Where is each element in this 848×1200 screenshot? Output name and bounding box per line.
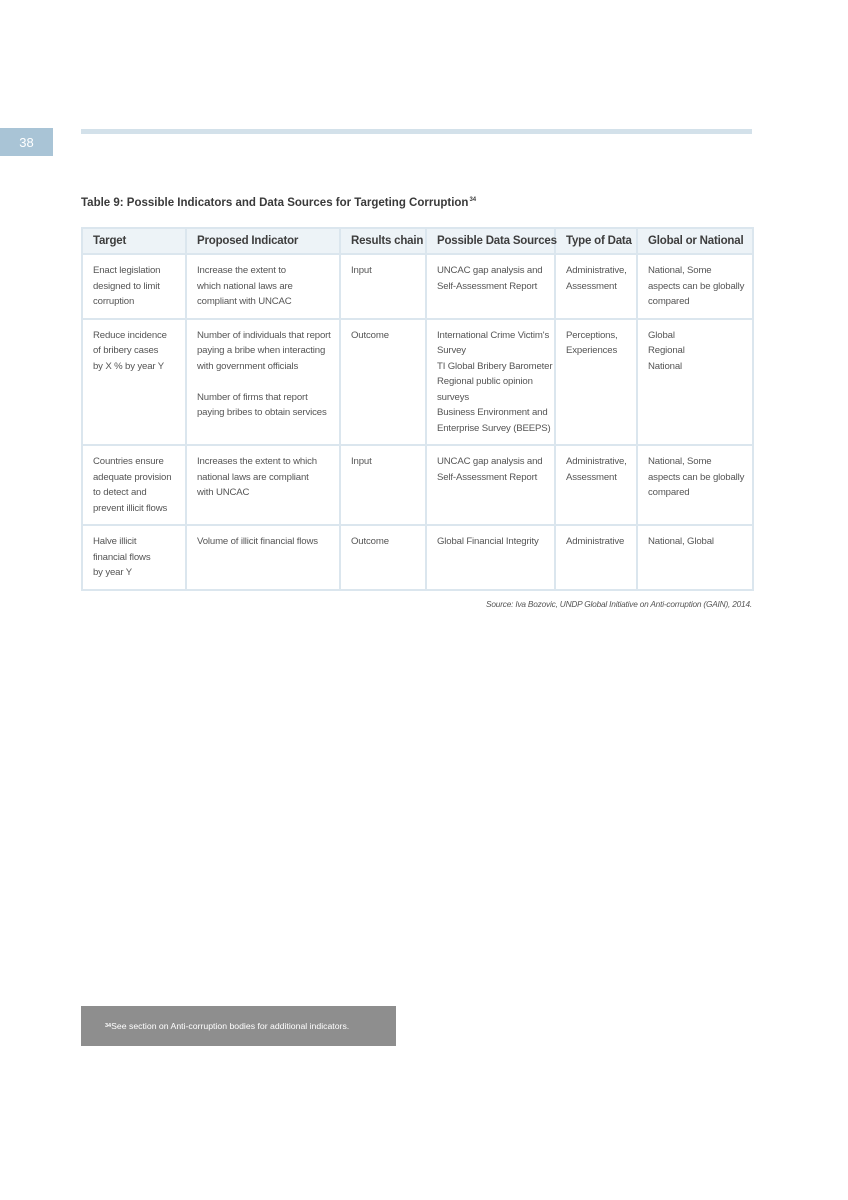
header-results-chain: Results chain [340, 228, 426, 254]
table-body [82, 254, 753, 590]
cell-line: Volume of illicit financial flows [197, 536, 318, 547]
cell-line: Assessment [566, 471, 617, 483]
cell-proposed-indicator [186, 525, 340, 590]
header-type-of-data: Type of Data [555, 228, 637, 254]
cell-possible-data-sources [426, 319, 555, 446]
cell-line: aspects can be globally [648, 471, 745, 483]
cell-line: Assessment [566, 280, 617, 292]
cell-type-of-data [555, 319, 637, 446]
header-target: Target [82, 228, 186, 254]
cell-line: Outcome [351, 329, 389, 341]
header-global-or-national: Global or National [637, 228, 753, 254]
cell-line: National, Some [648, 265, 712, 276]
footnote-text: See section on Anti-corruption bodies for additional indicators. [111, 1021, 350, 1031]
cell-line: Self-Assessment Report [437, 471, 538, 483]
cell-results-chain [340, 254, 426, 319]
cell-line: Enterprise Survey (BEEPS) [437, 422, 551, 434]
cell-line: National, Global [648, 536, 714, 547]
cell-type-of-data [555, 254, 637, 319]
cell-line: Business Environment and [437, 407, 548, 418]
cell-line: Survey [437, 345, 466, 356]
table-title-footnote-ref: 34 [469, 197, 477, 204]
cell-results-chain [340, 319, 426, 446]
cell-target [82, 254, 186, 319]
page-number [0, 128, 53, 156]
cell-target [82, 319, 186, 446]
footnote [81, 1006, 396, 1046]
header-possible-data-sources: Possible Data Sources [426, 228, 555, 254]
table-title-text: Table 9: Possible Indicators and Data Sources for Targeting Corruption [81, 197, 469, 209]
cell-results-chain [340, 525, 426, 590]
cell-proposed-indicator [186, 254, 340, 319]
cell-line: UNCAC gap analysis and [437, 265, 543, 276]
cell-line: National, Some [648, 456, 712, 467]
cell-type-of-data [555, 445, 637, 525]
cell-line: Halve illicit [93, 536, 137, 547]
cell-results-chain [340, 445, 426, 525]
cell-global-or-national [637, 525, 753, 590]
cell-line: national laws are compliant [197, 471, 309, 483]
cell-line: Input [351, 265, 372, 276]
cell-line: Perceptions, [566, 329, 618, 341]
cell-line: National [648, 360, 682, 372]
cell-line: adequate provision [93, 471, 172, 483]
cell-line: to detect and [93, 487, 147, 498]
cell-proposed-indicator [186, 445, 340, 525]
cell-line: Number of individuals that report [197, 329, 331, 341]
cell-line: compared [648, 487, 690, 498]
cell-line: compared [648, 296, 690, 307]
cell-possible-data-sources [426, 254, 555, 319]
cell-line: which national laws are [197, 280, 293, 292]
cell-line: Self-Assessment Report [437, 280, 538, 292]
cell-global-or-national [637, 254, 753, 319]
cell-line: TI Global Bribery Barometer [437, 360, 553, 372]
cell-line: Global Financial Integrity [437, 536, 539, 547]
table-row [82, 254, 753, 319]
cell-line: Administrative [566, 536, 625, 547]
header-rule [81, 129, 752, 134]
cell-target [82, 525, 186, 590]
cell-line: with UNCAC [197, 487, 250, 498]
cell-line: designed to limit [93, 280, 160, 292]
cell-line: Countries ensure [93, 456, 164, 467]
cell-line: Regional public opinion [437, 376, 533, 387]
table-row [82, 319, 753, 446]
cell-line: Administrative, [566, 265, 627, 276]
cell-line: Input [351, 456, 372, 467]
cell-line: of bribery cases [93, 345, 159, 356]
cell-proposed-indicator [186, 319, 340, 446]
indicators-table [81, 227, 754, 591]
cell-possible-data-sources [426, 445, 555, 525]
cell-line: prevent illicit flows [93, 502, 168, 514]
cell-line: surveys [437, 391, 470, 403]
table-header-row [82, 228, 753, 254]
cell-line: financial flows [93, 551, 151, 563]
cell-line: Administrative, [566, 456, 627, 467]
footnote-number: 34 [105, 1023, 112, 1029]
table-title [81, 197, 476, 209]
cell-line: Global [648, 329, 675, 341]
cell-line: by X % by year Y [93, 360, 165, 372]
page-number-text: 38 [19, 134, 34, 150]
cell-line: Experiences [566, 345, 618, 356]
source-note: Source: Iva Bozovic, UNDP Global Initiative on Anti-corruption (GAIN), 2014. [486, 599, 752, 609]
cell-line-gap [197, 374, 333, 390]
cell-line: aspects can be globally [648, 280, 745, 292]
table-row [82, 445, 753, 525]
cell-line: Reduce incidence [93, 329, 167, 341]
cell-target [82, 445, 186, 525]
cell-line: Regional [648, 345, 685, 356]
cell-line: corruption [93, 296, 135, 307]
cell-line: Number of firms that report [197, 391, 308, 403]
cell-line: Increase the extent to [197, 265, 286, 276]
cell-line: UNCAC gap analysis and [437, 456, 543, 467]
cell-line: by year Y [93, 567, 133, 578]
cell-line: International Crime Victim's [437, 329, 550, 341]
cell-line: Increases the extent to which [197, 456, 317, 467]
cell-possible-data-sources [426, 525, 555, 590]
cell-global-or-national [637, 445, 753, 525]
header-proposed-indicator: Proposed Indicator [186, 228, 340, 254]
cell-line: with government officials [197, 360, 299, 372]
cell-type-of-data [555, 525, 637, 590]
cell-line: paying bribes to obtain services [197, 407, 327, 418]
cell-line: Enact legislation [93, 265, 161, 276]
cell-line: compliant with UNCAC [197, 296, 292, 307]
table-row [82, 525, 753, 590]
cell-line: paying a bribe when interacting [197, 345, 326, 356]
cell-line: Outcome [351, 536, 389, 547]
cell-global-or-national [637, 319, 753, 446]
